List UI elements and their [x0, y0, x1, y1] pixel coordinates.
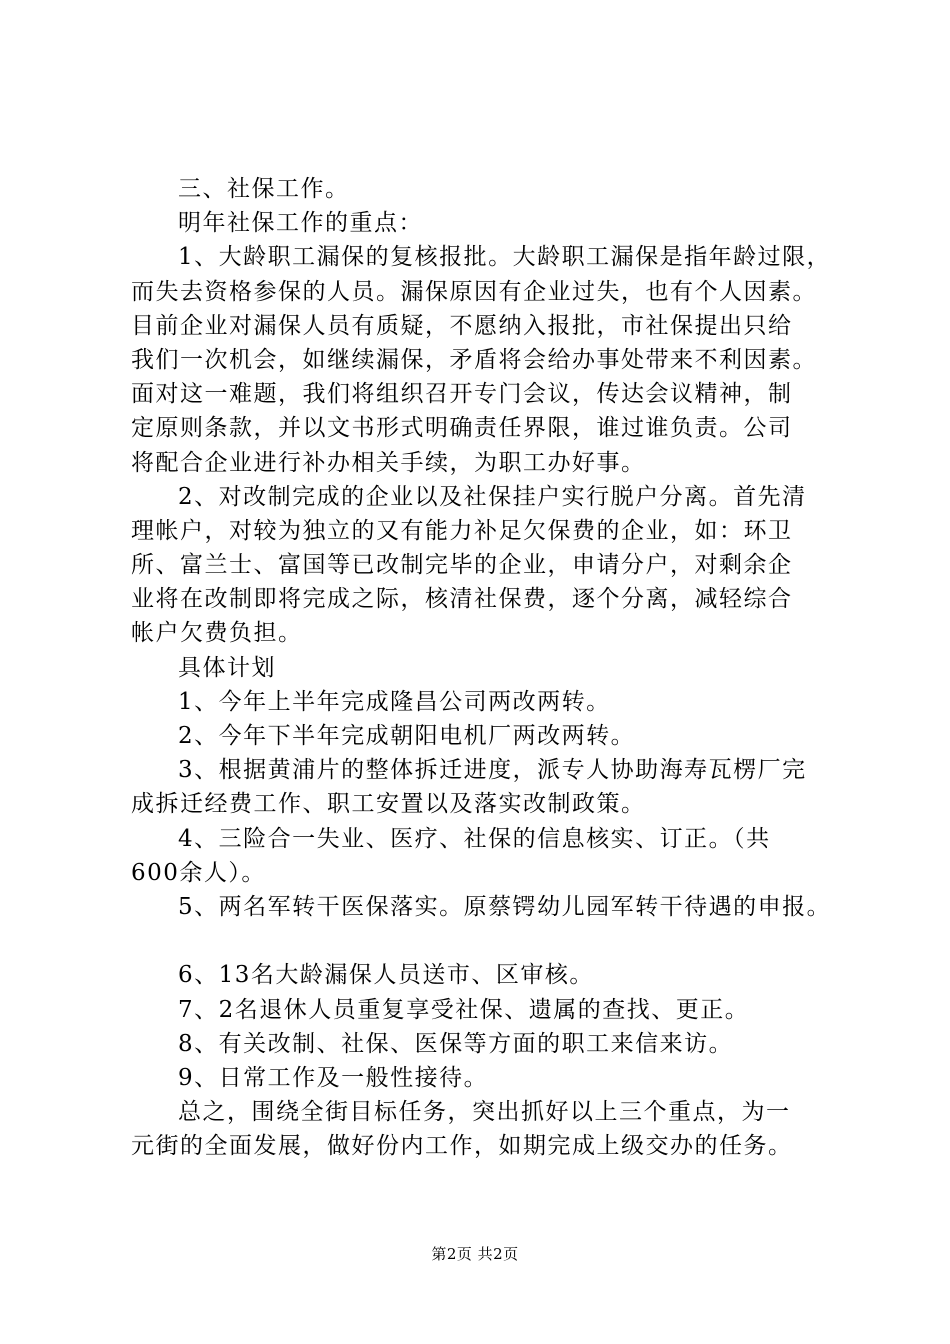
plan-item: 4、三险合一失业、医疗、社保的信息核实、订正。（共: [178, 825, 771, 852]
page-number: 第2页 共2页: [431, 1245, 519, 1263]
paragraph-line: 1、大龄职工漏保的复核报批。大龄职工漏保是指年龄过限，: [178, 244, 832, 271]
paragraph-line: 定原则条款，并以文书形式明确责任界限，谁过谁负责。公司: [131, 415, 793, 442]
conclusion-line: 元街的全面发展，做好份内工作，如期完成上级交办的任务。: [131, 1133, 793, 1160]
plan-item-continued: 600余人）。: [131, 859, 266, 886]
plan-item-continued: 成拆迁经费工作、职工安置以及落实改制政策。: [131, 791, 646, 818]
subheading-plan: 具体计划: [178, 654, 276, 681]
blank-line: [131, 924, 851, 958]
paragraph-line: 理帐户，对较为独立的又有能力补足欠保费的企业，如：环卫: [131, 517, 793, 544]
plan-item: 9、日常工作及一般性接待。: [178, 1064, 489, 1091]
paragraph-line: 面对这一难题，我们将组织召开专门会议，传达会议精神，制: [131, 381, 793, 408]
plan-item: 2、今年下半年完成朝阳电机厂两改两转。: [178, 723, 636, 749]
paragraph-line: 所、富兰士、富国等已改制完毕的企业，申请分户，对剩余企: [131, 552, 793, 579]
paragraph-line: 帐户欠费负担。: [131, 620, 303, 647]
plan-item: 1、今年上半年完成隆昌公司两改两转。: [178, 688, 611, 715]
document-body: [131, 172, 851, 1163]
paragraph-line: 2、对改制完成的企业以及社保挂户实行脱户分离。首先清: [178, 483, 807, 510]
plan-item: 6、13名大龄漏保人员送市、区审核。: [178, 962, 594, 989]
plan-item: 5、两名军转干医保落实。原蔡锷幼儿园军转干待遇的申报。: [178, 893, 832, 920]
paragraph-line: 而失去资格参保的人员。漏保原因有企业过失，也有个人因素。: [131, 278, 817, 305]
plan-item: 7、2名退休人员重复享受社保、遗属的查找、更正。: [178, 996, 750, 1023]
plan-item: 8、有关改制、社保、医保等方面的职工来信来访。: [178, 1030, 734, 1057]
conclusion-line: 总之，围绕全街目标任务，突出抓好以上三个重点，为一: [178, 1099, 791, 1126]
plan-item: 3、根据黄浦片的整体拆迁进度，派专人协助海寿瓦楞厂完: [178, 757, 807, 784]
paragraph-line: 业将在改制即将完成之际，核清社保费，逐个分离，减轻综合: [131, 586, 793, 613]
section-heading: 三、社保工作。: [178, 176, 350, 202]
paragraph-line: 目前企业对漏保人员有质疑，不愿纳入报批，市社保提出只给: [131, 312, 793, 339]
paragraph-line: 我们一次机会，如继续漏保，矛盾将会给办事处带来不利因素。: [131, 346, 817, 373]
paragraph-line: 将配合企业进行补办相关手续，为职工办好事。: [131, 449, 646, 476]
subheading-key-points: 明年社保工作的重点：: [178, 210, 423, 237]
